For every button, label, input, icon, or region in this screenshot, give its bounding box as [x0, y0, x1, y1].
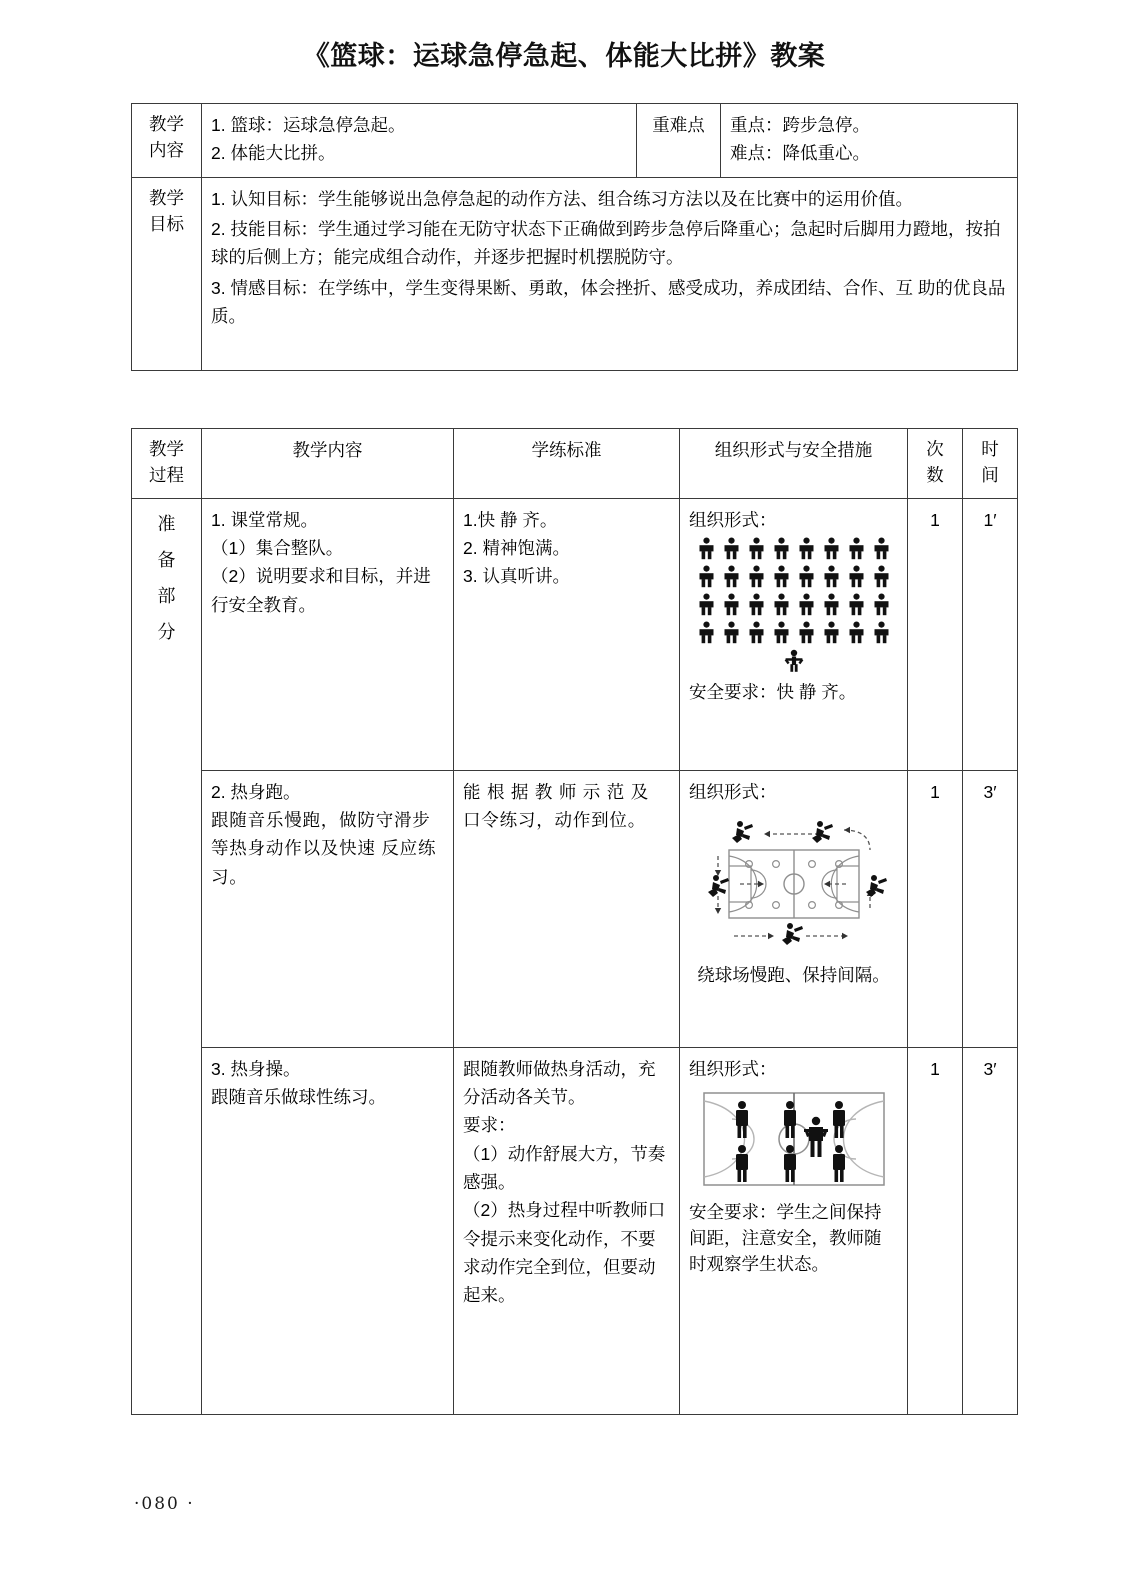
row2-time-cell: 3′: [963, 770, 1018, 1047]
header-organization: 组织形式与安全措施: [680, 429, 908, 499]
student-icon: [798, 593, 815, 616]
label-line-1: 教学: [149, 187, 184, 208]
safety-note: 安全要求：快 静 齐。: [689, 681, 857, 702]
section-label-char: 部: [157, 585, 176, 606]
student-icon: [698, 621, 715, 644]
header-count: [908, 429, 963, 499]
focus-item: 难点：降低重心。: [730, 143, 870, 164]
section-label-char: 分: [157, 621, 176, 642]
row-teaching-content: [132, 104, 1018, 178]
formation-row: [689, 537, 898, 560]
student-icon: [723, 621, 740, 644]
standard-line: 1.快 静 齐。: [463, 509, 558, 530]
process-row-3: [132, 1047, 1018, 1414]
student-icon: [698, 593, 715, 616]
content-line: 跟随音乐慢跑，做防守滑步等热身动作以及快速 反应练习。: [211, 809, 437, 887]
process-header-row: [132, 429, 1018, 499]
header-line-1: 教学: [149, 439, 184, 459]
standard-line: （2）热身过程中听教师口令提示来变化动作，不要求动作完全到位，但要动起来。: [463, 1200, 666, 1306]
objective-item: 1. 认知目标：学生能够说出急停急起的动作方法、组合练习方法以及在比赛中的运用价值。: [211, 188, 913, 209]
page-title: 《篮球：运球急停急起、体能大比拼》教案: [302, 41, 826, 72]
safety-note: 安全要求：学生之间保持间距，注意安全，教师随时观察学生状态。: [689, 1201, 882, 1275]
teaching-process-table: [131, 428, 1018, 1415]
teacher-icon: [784, 649, 804, 673]
student-icon: [848, 565, 865, 588]
focus-item: 重点：跨步急停。: [730, 115, 870, 135]
row2-organization-cell: [680, 770, 908, 1047]
organization-title: 组织形式：: [689, 781, 777, 802]
student-icon: [823, 537, 840, 560]
standard-line: 能 根 据 教 师 示 范 及 口令练习，动作到位。: [463, 781, 650, 830]
row1-standard-cell: [454, 498, 680, 770]
row1-count-cell: 1: [908, 498, 963, 770]
header-content: 教学内容: [202, 429, 454, 499]
content-line: （1）集合整队。: [211, 537, 344, 558]
student-icon: [798, 565, 815, 588]
student-icon: [698, 565, 715, 588]
formation-row: [689, 565, 898, 588]
objective-item: 2. 技能目标：学生通过学习能在无防守状态下正确做到跨步急停后降重心；急起时后脚用力蹬地，按拍球的后侧上方；能完成组合动作，并逐步把握时机摆脱防守。: [211, 219, 1001, 268]
row2-count-cell: 1: [908, 770, 963, 1047]
row2-content-cell: [202, 770, 454, 1047]
student-icon: [823, 593, 840, 616]
teaching-objectives-cell: [202, 177, 1018, 371]
section-label-char: 准: [157, 513, 176, 534]
row3-standard-cell: [454, 1047, 680, 1414]
row1-content-cell: [202, 498, 454, 770]
student-icon: [823, 565, 840, 588]
standard-line: 跟随教师做热身活动，充分活动各关节。: [463, 1058, 656, 1107]
content-line: 1. 课堂常规。: [211, 509, 318, 530]
label-teaching-content: [132, 104, 202, 178]
student-icon: [748, 565, 765, 588]
process-row-1: [132, 498, 1018, 770]
header-process: [132, 429, 202, 499]
row3-content-cell: [202, 1047, 454, 1414]
lesson-plan-table: [131, 103, 1018, 371]
student-icon: [723, 593, 740, 616]
content-line: 跟随音乐做球性练习。: [211, 1086, 386, 1107]
header-line-2: 过程: [149, 465, 184, 486]
basketball-court-running-diagram: [689, 808, 898, 956]
content-line: 2. 热身跑。: [211, 781, 301, 802]
standard-line: （1）动作舒展大方，节奏感强。: [463, 1143, 666, 1192]
row-teaching-objectives: [132, 177, 1018, 371]
student-icon: [848, 621, 865, 644]
objective-item: 3. 情感目标：在学练中，学生变得果断、勇敢，体会挫折、感受成功，养成团结、合作、互 助的优良品质。: [211, 277, 1006, 327]
student-icon: [798, 537, 815, 560]
header-standard: 学练标准: [454, 429, 680, 499]
court-spread-svg: [696, 1085, 892, 1193]
header-time: [963, 429, 1018, 499]
formation-row: [689, 593, 898, 616]
runner-icon: [812, 821, 833, 843]
basketball-court-spread-diagram: [689, 1085, 898, 1193]
student-icon: [873, 565, 890, 588]
row1-organization-cell: [680, 498, 908, 770]
section-label-char: 备: [157, 549, 176, 570]
content-item: 2. 体能大比拼。: [211, 143, 336, 164]
header-line-1: 时: [981, 439, 999, 459]
student-icon: [773, 565, 790, 588]
runner-icon: [782, 923, 803, 945]
header-line-1: 次: [926, 439, 944, 459]
formation-row: [689, 621, 898, 644]
formation-grid-diagram: [689, 537, 898, 673]
process-row-2: [132, 770, 1018, 1047]
section-label-preparation: [132, 498, 202, 1414]
standard-line: 2. 精神饱满。: [463, 537, 570, 558]
content-item: 1. 篮球：运球急停急起。: [211, 115, 406, 135]
content-line: （2）说明要求和目标，并进行安全教育。: [211, 566, 431, 615]
row3-organization-cell: [680, 1047, 908, 1414]
student-icon: [873, 593, 890, 616]
content-line: 3. 热身操。: [211, 1058, 301, 1079]
court-running-svg: [694, 808, 894, 956]
header-line-2: 数: [926, 465, 944, 486]
student-icon: [723, 537, 740, 560]
label-line-2: 目标: [149, 213, 184, 234]
row3-count-cell: 1: [908, 1047, 963, 1414]
row1-time-cell: 1′: [963, 498, 1018, 770]
student-icon: [773, 537, 790, 560]
page-number: ·080 ·: [134, 1494, 195, 1514]
student-icon: [848, 537, 865, 560]
key-difficult-points-cell: [721, 104, 1018, 178]
label-teaching-objectives: [132, 177, 202, 371]
student-icon: [873, 621, 890, 644]
student-icon: [873, 537, 890, 560]
label-key-difficult-points: 重难点: [637, 104, 721, 178]
label-line-1: 教学: [149, 114, 184, 134]
standard-line: 要求：: [463, 1115, 516, 1136]
student-icon: [773, 593, 790, 616]
student-icon: [848, 593, 865, 616]
runner-icon: [708, 875, 729, 897]
row2-standard-cell: [454, 770, 680, 1047]
teaching-content-cell: [202, 104, 637, 178]
organization-title: 组织形式：: [689, 1058, 777, 1079]
student-icon: [748, 621, 765, 644]
student-icon: [773, 621, 790, 644]
runner-icon: [866, 875, 887, 897]
teacher-position-row: [689, 649, 898, 673]
row3-time-cell: 3′: [963, 1047, 1018, 1414]
organization-title: 组织形式：: [689, 509, 777, 530]
label-line-2: 内容: [149, 140, 184, 161]
student-icon: [698, 537, 715, 560]
student-icon: [798, 621, 815, 644]
student-icon: [723, 565, 740, 588]
student-icon: [748, 537, 765, 560]
student-icon: [748, 593, 765, 616]
student-icon: [823, 621, 840, 644]
runner-icon: [732, 821, 753, 843]
organization-note: 绕球场慢跑、保持间隔。: [697, 964, 890, 985]
header-line-2: 间: [981, 465, 999, 486]
standard-line: 3. 认真听讲。: [463, 566, 570, 587]
